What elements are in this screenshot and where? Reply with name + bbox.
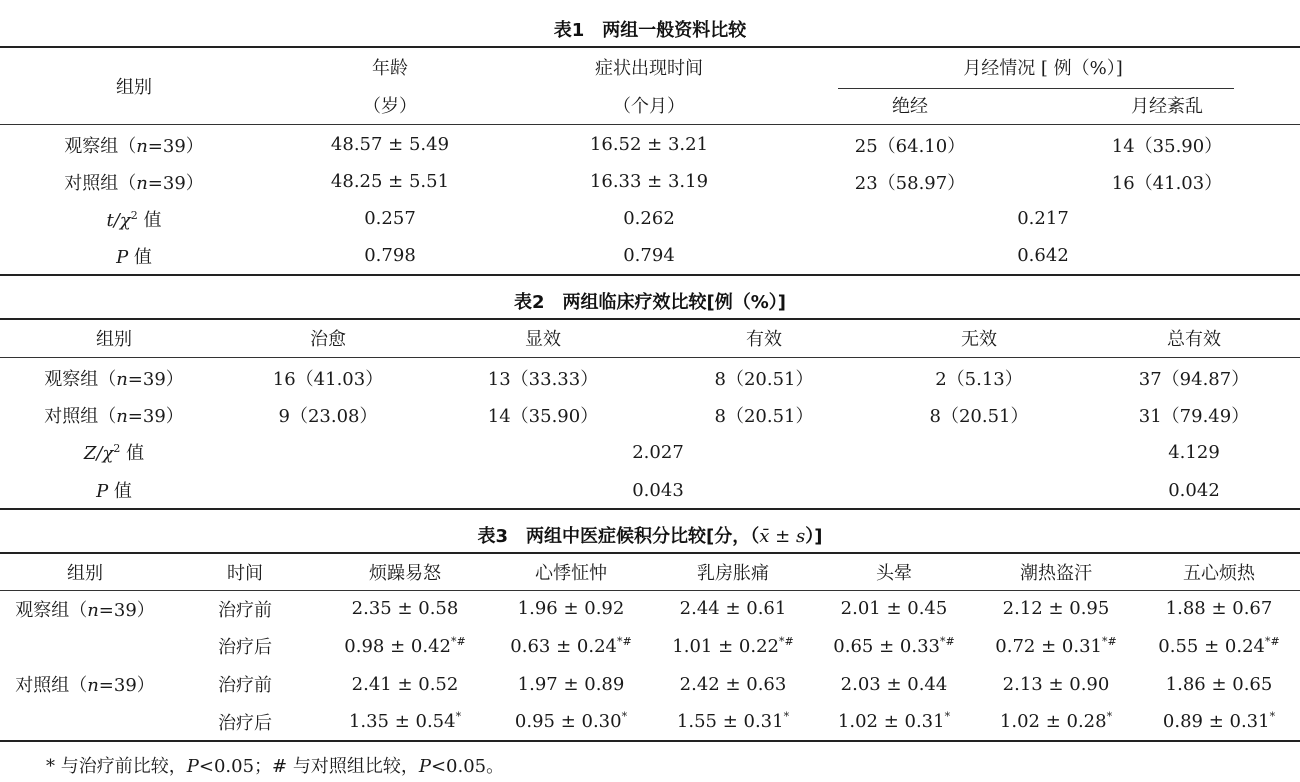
t3-ctrl-after-v3: 1.55 ± 0.31* [676,710,790,732]
t3-ctrl-group: 对照组（n=39） [15,675,155,696]
table-row [0,471,1300,509]
t3-obs-before-time: 治疗前 [218,599,272,621]
t3-ctrl-after-time: 治疗后 [218,712,272,734]
table1-caption: 表1 两组一般资料比较 [553,20,747,41]
table-row [0,359,1300,396]
table2-body [0,359,1300,509]
t1-header-menopause: 绝经 [892,96,928,117]
table3-body [0,590,1300,740]
t3-obs-before-v6: 1.88 ± 0.67 [1165,598,1273,619]
t2-header-group: 组别 [96,329,132,350]
t1-row1-disorder: 14（35.90） [1111,135,1223,157]
t3-ctrl-after-v6: 0.89 ± 0.31* [1162,710,1276,732]
t2-row1-cured: 16（41.03） [272,368,384,390]
t1-p-age: 0.798 [364,245,416,266]
t2-p-total: 0.042 [1168,479,1220,501]
table-row [0,200,1300,237]
t3-ctrl-before-v2: 1.97 ± 0.89 [517,673,625,695]
t1-p-menses: 0.642 [1017,245,1069,266]
table2-header-rule [0,357,1300,358]
t3-ctrl-before-v5: 2.13 ± 0.90 [1002,673,1110,695]
table1-body [0,126,1300,274]
t2-row1-invalid: 2（5.13） [935,368,1023,390]
t1-header-age: 年龄 [372,58,408,79]
t1-stat-menses: 0.217 [1017,208,1069,229]
t3-ctrl-after-v2: 0.95 ± 0.30* [514,710,628,732]
t1-row1-duration: 16.52 ± 3.21 [589,134,709,155]
t3-obs-group: 观察组（n=39） [15,599,155,621]
t1-row1-menopause: 25（64.10） [854,135,966,157]
table1-bottom-rule [0,274,1300,276]
t3-obs-before-v3: 2.44 ± 0.61 [679,598,787,619]
t2-row1-group: 观察组（n=39） [44,368,184,390]
t2-row2-marked: 14（35.90） [487,405,599,427]
t3-header-night-sweat: 潮热盗汗 [1020,563,1092,584]
t1-row2-menopause: 23（58.97） [854,172,966,194]
t2-row2-cured: 9（23.08） [278,405,378,427]
table-row [0,433,1300,471]
t2-row2-group: 对照组（n=39） [44,405,184,427]
t1-stat-label: $t/\chi^2$ 值 [106,208,162,231]
t1-p-label: P 值 [116,246,152,268]
t2-row2-total: 31（79.49） [1138,405,1250,427]
t1-header-disorder: 月经紊乱 [1131,96,1203,117]
t3-obs-before-v1: 2.35 ± 0.58 [351,598,459,619]
t3-header-dizziness: 头晕 [876,563,912,584]
t3-obs-after-v2: 0.63 ± 0.24*# [510,634,632,657]
t1-row2-duration: 16.33 ± 3.19 [589,171,709,192]
t1-header-duration-unit: （个月） [613,96,685,117]
table-row [0,703,1300,740]
t3-header-breast-pain: 乳房胀痛 [697,563,769,584]
t3-obs-after-v4: 0.65 ± 0.33*# [833,634,955,657]
t1-p-duration: 0.794 [623,245,675,266]
t2-header-cured: 治愈 [310,329,346,350]
t3-header-palpitation: 心悸怔忡 [535,563,607,584]
t3-obs-after-v3: 1.01 ± 0.22*# [672,634,794,657]
t3-ctrl-after-v5: 1.02 ± 0.28* [999,710,1113,732]
t2-stat-label: $Z/\chi^2$ 值 [83,442,145,464]
t2-header-total: 总有效 [1167,329,1221,350]
t2-row1-marked: 13（33.33） [487,368,599,390]
t3-ctrl-after-v4: 1.02 ± 0.31* [837,710,951,732]
table-row [0,126,1300,163]
t1-header-menses: 月经情况 [ 例（%）] [963,58,1123,79]
t1-row2-age: 48.25 ± 5.51 [330,171,450,192]
t3-obs-before-v5: 2.12 ± 0.95 [1002,598,1110,619]
footnote: * 与治疗前比较，P<0.05；# 与对照组比较，P<0.05。 [46,756,505,777]
t3-ctrl-before-v6: 1.86 ± 0.65 [1165,673,1273,695]
t1-header-age-unit: （岁） [363,96,417,117]
t3-header-five-heart: 五心烦热 [1183,563,1255,584]
t1-stat-duration: 0.262 [623,208,675,229]
t1-row1-group: 观察组（n=39） [64,135,204,157]
t2-row1-total: 37（94.87） [1138,368,1250,390]
t2-header-invalid: 无效 [961,329,997,350]
t2-stat-mid: 2.027 [632,441,684,463]
table-row [0,590,1300,627]
table-row [0,665,1300,703]
t3-obs-after-time: 治疗后 [218,637,272,658]
table-row [0,237,1300,274]
t2-row1-effective: 8（20.51） [714,368,814,390]
t2-stat-total: 4.129 [1168,441,1220,463]
table-row [0,627,1300,665]
t1-stat-age: 0.257 [364,208,416,229]
table3-caption: 表3 两组中医症候积分比较[分，（x̄ ± s）] [477,526,823,547]
t3-obs-before-v4: 2.01 ± 0.45 [840,598,948,619]
t2-row2-effective: 8（20.51） [714,405,814,427]
t2-p-mid: 0.043 [632,479,684,501]
table3 [0,554,1300,590]
table-row [0,163,1300,200]
table2 [0,320,1300,356]
t3-obs-after-v6: 0.55 ± 0.24*# [1158,634,1280,657]
t1-header-duration: 症状出现时间 [595,58,703,79]
t2-p-label: P 值 [96,481,132,502]
t3-ctrl-before-v3: 2.42 ± 0.63 [679,673,787,695]
t3-header-time: 时间 [227,563,263,584]
t2-header-effective: 有效 [746,329,782,350]
t3-ctrl-before-v4: 2.03 ± 0.44 [840,673,948,695]
t1-row1-age: 48.57 ± 5.49 [330,134,450,155]
t1-row2-group: 对照组（n=39） [64,172,204,194]
t3-ctrl-before-v1: 2.41 ± 0.52 [351,673,459,695]
table2-caption: 表2 两组临床疗效比较[例（%）] [513,292,786,313]
t2-row2-invalid: 8（20.51） [929,405,1029,427]
t3-ctrl-after-v1: 1.35 ± 0.54* [348,710,462,732]
table2-bottom-rule [0,508,1300,510]
t3-obs-after-v5: 0.72 ± 0.31*# [995,634,1117,657]
table1 [0,48,1300,124]
table-row [0,396,1300,433]
t3-obs-before-v2: 1.96 ± 0.92 [517,598,625,619]
table3-bottom-rule [0,740,1300,742]
t1-row2-disorder: 16（41.03） [1111,172,1223,194]
t1-header-group: 组别 [116,77,152,98]
t3-ctrl-before-time: 治疗前 [218,675,272,696]
t3-header-irritability: 烦躁易怒 [369,563,441,584]
t2-header-marked: 显效 [525,329,561,350]
t3-header-group: 组别 [67,563,103,584]
table1-header-rule [0,124,1300,125]
t3-obs-after-v1: 0.98 ± 0.42*# [344,634,466,657]
